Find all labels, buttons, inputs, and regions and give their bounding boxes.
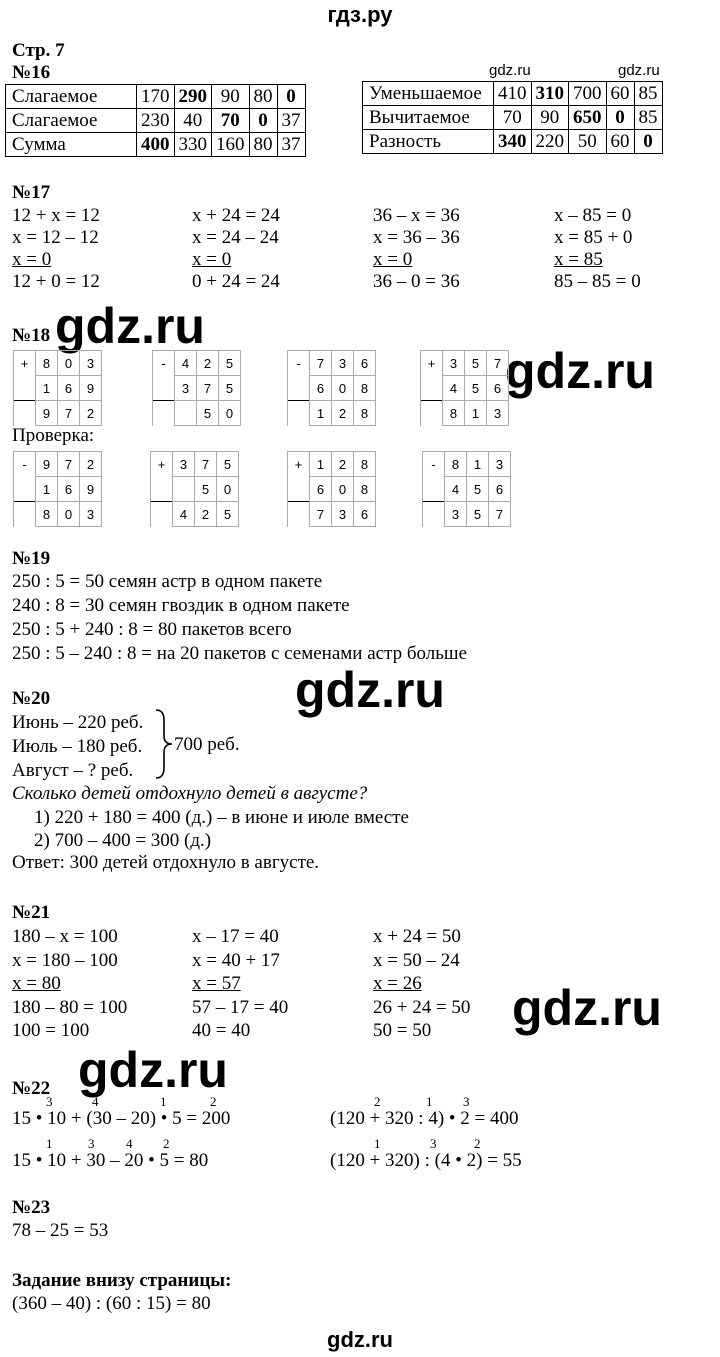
operation-sign: - <box>288 351 310 376</box>
table-cell: 290 <box>174 85 212 109</box>
operation-sign: + <box>14 351 36 376</box>
digit-cell <box>175 401 197 426</box>
operation-sign <box>153 401 175 426</box>
digit-cell: 2 <box>332 452 354 477</box>
table-cell: 340 <box>494 130 532 154</box>
digit-cell: 6 <box>487 376 509 401</box>
order-number: 4 <box>126 1136 133 1151</box>
watermark: gdz.ru <box>295 662 445 718</box>
order-number: 4 <box>92 1094 99 1109</box>
digit-cell: 5 <box>467 502 489 527</box>
order-number: 3 <box>46 1094 53 1109</box>
digit-cell: 3 <box>173 452 195 477</box>
table-cell: Слагаемое <box>6 85 137 109</box>
digit-cell: 1 <box>36 376 58 401</box>
operation-sign <box>421 376 443 401</box>
digit-cell: 6 <box>58 477 80 502</box>
equation-answer: x = 0 <box>373 249 413 270</box>
order-number: 2 <box>474 1136 481 1151</box>
equation-column <box>12 925 127 1043</box>
column-calculation <box>422 451 511 527</box>
table-cell: Вычитаемое <box>363 106 494 130</box>
digit-cell: 1 <box>36 477 58 502</box>
digit-cell: 9 <box>36 401 58 426</box>
bottom-task-title: Задание внизу страницы: <box>12 1270 232 1291</box>
digit-cell: 0 <box>219 401 241 426</box>
digit-cell: 5 <box>465 376 487 401</box>
equation-column <box>12 205 100 293</box>
equation-answer: x = 26 <box>373 973 422 994</box>
digit-cell: 9 <box>80 477 102 502</box>
column-calculation <box>287 350 376 426</box>
equation-line: x = 50 – 24 <box>373 949 460 971</box>
digit-cell: 6 <box>58 376 80 401</box>
equation-check: 180 – 80 = 100 <box>12 996 128 1018</box>
digit-cell: 6 <box>310 376 332 401</box>
table-cell: 0 <box>634 130 662 154</box>
column-calculation <box>13 451 102 527</box>
digit-cell: 4 <box>173 502 195 527</box>
table-cell: 0 <box>277 85 305 109</box>
equation-line: x + 24 = 50 <box>373 926 461 947</box>
task-20-conditions <box>12 711 143 783</box>
table-cell: 230 <box>137 109 175 133</box>
digit-cell: 9 <box>80 376 102 401</box>
operation-sign: - <box>153 351 175 376</box>
equation-line: 12 + x = 12 <box>12 205 100 226</box>
equation-answer: x = 0 <box>192 249 232 270</box>
equation-line: x = 85 + 0 <box>554 227 633 248</box>
digit-cell: 3 <box>332 502 354 527</box>
digit-cell: 6 <box>310 477 332 502</box>
digit-cell: 2 <box>80 452 102 477</box>
equation-check: 26 + 24 = 50 <box>373 996 471 1018</box>
operation-sign: - <box>14 452 36 477</box>
expression: 15 • 10 + 30 – 20 • 5 = 80 <box>12 1150 209 1171</box>
order-number: 1 <box>160 1094 167 1109</box>
operation-sign <box>153 376 175 401</box>
table-cell: 330 <box>174 133 212 157</box>
digit-cell: 7 <box>58 401 80 426</box>
digit-cell: 8 <box>354 477 376 502</box>
digit-cell: 3 <box>175 376 197 401</box>
total-value: 700 реб. <box>174 734 240 755</box>
digit-cell: 2 <box>195 502 217 527</box>
digit-cell: 5 <box>219 351 241 376</box>
digit-cell: 3 <box>445 502 467 527</box>
table-cell: 70 <box>494 106 532 130</box>
equation-line: x = 36 – 36 <box>373 227 460 248</box>
digit-cell: 7 <box>195 452 217 477</box>
digit-cell: 8 <box>36 502 58 527</box>
operation-sign: + <box>421 351 443 376</box>
equation-column <box>192 925 288 1043</box>
table-cell: 85 <box>634 82 662 106</box>
table-cell: 60 <box>606 130 634 154</box>
digit-cell: 3 <box>443 351 465 376</box>
column-calculation <box>13 350 102 426</box>
task-20-answer: Ответ: 300 детей отдохнуло в августе. <box>12 852 320 873</box>
difference-table <box>362 81 663 154</box>
digit-cell: 5 <box>217 502 239 527</box>
equation-check: 0 + 24 = 24 <box>192 271 280 292</box>
operation-sign <box>423 477 445 502</box>
table-cell: 160 <box>212 133 250 157</box>
table-cell: 400 <box>137 133 175 157</box>
text-line: 250 : 5 = 50 семян астр в одном пакете <box>12 571 323 592</box>
digit-cell: 5 <box>197 401 219 426</box>
table-cell: 700 <box>569 82 607 106</box>
digit-cell: 3 <box>80 351 102 376</box>
operation-sign: + <box>288 452 310 477</box>
task-18-title: №18 <box>12 325 51 346</box>
digit-cell: 7 <box>310 502 332 527</box>
digit-cell: 7 <box>487 351 509 376</box>
watermark: gdz.ru <box>78 1042 228 1098</box>
table-cell: 50 <box>569 130 607 154</box>
order-number: 3 <box>463 1094 470 1109</box>
footer-watermark: gdz.ru <box>327 1327 393 1352</box>
digit-cell: 5 <box>465 351 487 376</box>
operation-sign <box>423 502 445 527</box>
equation-line: 78 – 25 = 53 <box>12 1220 109 1241</box>
digit-cell: 6 <box>354 351 376 376</box>
operation-sign <box>14 376 36 401</box>
equation-line: x – 85 = 0 <box>554 205 632 226</box>
task-21-title: №21 <box>12 902 51 923</box>
order-number: 3 <box>430 1136 437 1151</box>
digit-cell: 5 <box>217 452 239 477</box>
equation-answer: x = 85 <box>554 249 603 270</box>
digit-cell: 7 <box>197 376 219 401</box>
digit-cell: 1 <box>310 452 332 477</box>
digit-cell: 3 <box>80 502 102 527</box>
table-cell: 0 <box>606 106 634 130</box>
digit-cell: 7 <box>58 452 80 477</box>
digit-cell: 1 <box>310 401 332 426</box>
curly-brace-icon <box>152 708 174 780</box>
digit-cell: 7 <box>489 502 511 527</box>
digit-cell: 1 <box>467 452 489 477</box>
digit-cell: 0 <box>58 351 80 376</box>
task-23-title: №23 <box>12 1197 51 1218</box>
operation-sign <box>288 401 310 426</box>
task-17-title: №17 <box>12 182 51 203</box>
table-cell: 37 <box>277 133 305 157</box>
equation-answer: x = 57 <box>192 973 241 994</box>
operation-sign <box>151 502 173 527</box>
digit-cell: 0 <box>332 376 354 401</box>
sum-table <box>5 84 306 157</box>
column-calculation <box>150 451 239 527</box>
equation-check: 50 = 50 <box>373 1020 432 1041</box>
column-calculation <box>287 451 376 527</box>
operation-sign: + <box>151 452 173 477</box>
condition-line: Июнь – 220 реб. <box>12 712 144 733</box>
digit-cell <box>173 477 195 502</box>
equation-check: 57 – 17 = 40 <box>192 996 289 1018</box>
site-title: гдз.ру <box>327 2 393 27</box>
order-number: 1 <box>374 1136 381 1151</box>
equation-column <box>554 205 641 293</box>
expression: (120 + 320) : (4 • 2) = 55 <box>330 1150 522 1171</box>
watermark: gdz.ru <box>512 980 662 1036</box>
task-19-title: №19 <box>12 548 51 569</box>
expression: 15 • 10 + (30 – 20) • 5 = 200 <box>12 1108 231 1129</box>
digit-cell: 6 <box>354 502 376 527</box>
equation-column <box>373 205 460 293</box>
digit-cell: 8 <box>443 401 465 426</box>
order-number: 1 <box>46 1136 53 1151</box>
digit-cell: 1 <box>465 401 487 426</box>
equation-column <box>192 205 280 293</box>
order-number: 2 <box>210 1094 217 1109</box>
table-cell: Сумма <box>6 133 137 157</box>
operation-sign <box>151 477 173 502</box>
expression: (120 + 320 : 4) • 2 = 400 <box>330 1108 519 1129</box>
digit-cell: 8 <box>354 401 376 426</box>
digit-cell: 0 <box>217 477 239 502</box>
operation-sign <box>14 502 36 527</box>
watermark: gdz.ru <box>505 343 655 399</box>
table-cell: 90 <box>212 85 250 109</box>
digit-cell: 4 <box>445 477 467 502</box>
task-22-title: №22 <box>12 1078 51 1099</box>
digit-cell: 9 <box>36 452 58 477</box>
digit-cell: 5 <box>195 477 217 502</box>
equation-answer: x = 80 <box>12 973 61 994</box>
operation-sign <box>288 376 310 401</box>
table-cell: 0 <box>249 109 277 133</box>
column-calculation <box>152 350 241 426</box>
equation-check: 36 – 0 = 36 <box>373 271 460 292</box>
equation-line: (360 – 40) : (60 : 15) = 80 <box>12 1293 211 1314</box>
equation-column <box>373 925 470 1043</box>
digit-cell: 8 <box>445 452 467 477</box>
table-cell: 60 <box>606 82 634 106</box>
equation-check: 12 + 0 = 12 <box>12 271 100 292</box>
equation-line: x = 24 – 24 <box>192 227 279 248</box>
task-20-question: Сколько детей отдохнуло детей в августе? <box>12 783 368 804</box>
digit-cell: 0 <box>332 477 354 502</box>
equation-check: 85 – 85 = 0 <box>554 271 641 292</box>
digit-cell: 0 <box>58 502 80 527</box>
operation-sign <box>288 477 310 502</box>
operation-sign <box>14 401 36 426</box>
solution-step: 2) 700 – 400 = 300 (д.) <box>34 830 212 851</box>
condition-line: Июль – 180 реб. <box>12 736 143 757</box>
digit-cell: 2 <box>332 401 354 426</box>
table-cell: 90 <box>531 106 569 130</box>
watermark: gdz.ru <box>55 298 205 354</box>
equation-line: x = 12 – 12 <box>12 227 99 248</box>
text-line: 250 : 5 + 240 : 8 = 80 пакетов всего <box>12 619 292 640</box>
order-number: 3 <box>88 1136 95 1151</box>
operation-sign <box>288 502 310 527</box>
equation-line: 180 – x = 100 <box>12 926 118 947</box>
digit-cell: 2 <box>80 401 102 426</box>
table-cell: 650 <box>569 106 607 130</box>
operation-sign <box>421 401 443 426</box>
equation-answer: x = 0 <box>12 249 52 270</box>
digit-cell: 2 <box>197 351 219 376</box>
watermark: gdz.ru <box>618 62 660 79</box>
digit-cell: 7 <box>310 351 332 376</box>
operation-sign: - <box>423 452 445 477</box>
digit-cell: 5 <box>467 477 489 502</box>
table-cell: 70 <box>212 109 250 133</box>
equation-line: x = 180 – 100 <box>12 949 118 971</box>
order-number: 2 <box>163 1136 170 1151</box>
digit-cell: 8 <box>354 452 376 477</box>
equation-check: 100 = 100 <box>12 1020 90 1041</box>
digit-cell: 4 <box>175 351 197 376</box>
text-line: 240 : 8 = 30 семян гвоздик в одном пакете <box>12 595 350 616</box>
task-20-title: №20 <box>12 688 51 709</box>
table-cell: Уменьшаемое <box>363 82 494 106</box>
task-19-body <box>12 570 467 666</box>
equation-line: 36 – x = 36 <box>373 205 460 226</box>
column-calculation <box>420 350 509 426</box>
table-cell: 220 <box>531 130 569 154</box>
equation-line: x – 17 = 40 <box>192 926 279 947</box>
table-cell: Слагаемое <box>6 109 137 133</box>
page-label: Стр. 7 <box>12 40 65 61</box>
task-16-title: №16 <box>12 62 51 83</box>
task-20-steps <box>34 806 409 852</box>
digit-cell: 5 <box>219 376 241 401</box>
table-cell: 85 <box>634 106 662 130</box>
equation-line: x + 24 = 24 <box>192 205 280 226</box>
watermark: gdz.ru <box>489 62 531 79</box>
table-cell: 37 <box>277 109 305 133</box>
table-cell: 40 <box>174 109 212 133</box>
equation-check: 40 = 40 <box>192 1020 251 1041</box>
digit-cell: 8 <box>36 351 58 376</box>
order-number: 1 <box>426 1094 433 1109</box>
digit-cell: 3 <box>332 351 354 376</box>
operation-sign <box>14 477 36 502</box>
digit-cell: 6 <box>489 477 511 502</box>
text-line: 250 : 5 – 240 : 8 = на 20 пакетов с семенами астр больше <box>12 643 467 664</box>
table-cell: 80 <box>249 85 277 109</box>
table-cell: 310 <box>531 82 569 106</box>
table-cell: 170 <box>137 85 175 109</box>
equation-line: x = 40 + 17 <box>192 949 280 971</box>
table-cell: Разность <box>363 130 494 154</box>
solution-step: 1) 220 + 180 = 400 (д.) – в июне и июле вместе <box>34 807 409 828</box>
digit-cell: 8 <box>354 376 376 401</box>
check-label: Проверка: <box>12 425 95 446</box>
condition-line: Август – ? реб. <box>12 760 134 781</box>
digit-cell: 3 <box>487 401 509 426</box>
digit-cell: 3 <box>489 452 511 477</box>
table-cell: 410 <box>494 82 532 106</box>
order-number: 2 <box>374 1094 381 1109</box>
digit-cell: 4 <box>443 376 465 401</box>
table-cell: 80 <box>249 133 277 157</box>
